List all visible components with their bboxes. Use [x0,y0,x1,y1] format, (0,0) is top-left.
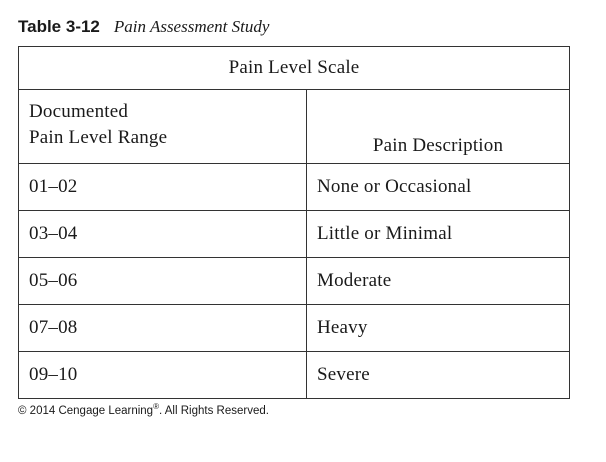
registered-mark: ® [153,402,159,411]
table-column-header-row [19,90,570,164]
table-row [19,211,570,258]
table-row [19,164,570,211]
pain-level-scale-header: Pain Level Scale [19,47,570,90]
description-cell: Severe [307,352,570,399]
table-caption [18,17,269,37]
range-cell: 05–06 [19,258,307,305]
description-column-header: Pain Description [307,90,570,164]
description-cell: None or Occasional [307,164,570,211]
table-title: Pain Assessment Study [113,17,270,36]
table-row [19,352,570,399]
description-cell: Little or Minimal [307,211,570,258]
pain-level-table [18,46,570,399]
table-number: Table 3-12 [18,17,100,36]
copyright-notice [18,402,269,417]
copyright-prefix: © 2014 Cengage Learning [18,404,154,417]
range-cell: 09–10 [19,352,307,399]
table-row [19,305,570,352]
range-column-header [19,90,307,164]
table-row [19,258,570,305]
description-cell: Moderate [307,258,570,305]
description-cell: Heavy [307,305,570,352]
range-cell: 03–04 [19,211,307,258]
range-cell: 01–02 [19,164,307,211]
copyright-suffix: . All Rights Reserved. [159,404,269,417]
table-group-header-row [19,47,570,90]
range-cell: 07–08 [19,305,307,352]
range-header-line1: Documented [29,101,129,122]
range-header-line2: Pain Level Range [29,127,168,148]
